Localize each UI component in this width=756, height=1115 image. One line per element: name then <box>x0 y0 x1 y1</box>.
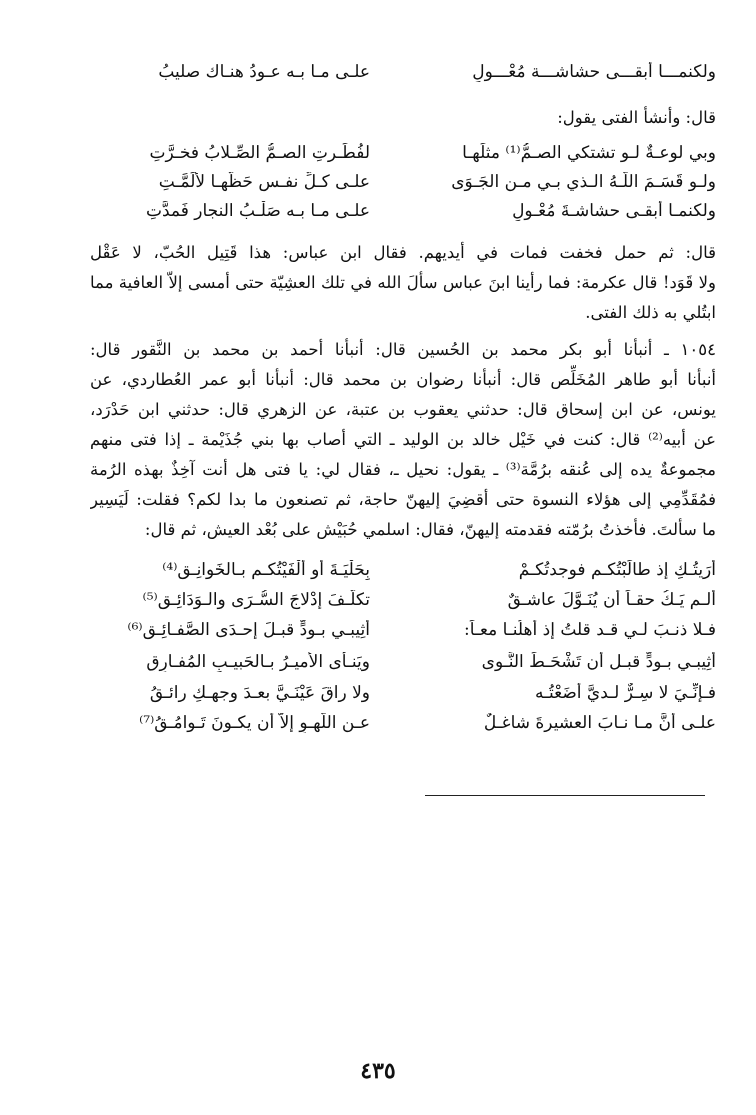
prose-line: ١٠٥٤ ـ أنبأنا أبو بكر محمد بن الحُسين قال: أنبأنا أحمد بن محمد بن النَّقور قال: <box>90 340 716 359</box>
verse-left: عـن اللَّهـوِ إلاّ أن يكـونَ تَـوامُـقُ⁽⁷⁾ <box>139 713 370 733</box>
verse-left: علـى كـلِّ نفـسٍ حَظَّهـا لألَمَّـتِ <box>158 172 370 192</box>
prose-line: قال: ثم حمل فخفت فمات في أيديهم. فقال ابن عباس: هذا قَتِيل الحُبّ، لا عَقْل <box>90 243 716 262</box>
footnote-separator <box>425 795 705 796</box>
prose-line: يونس، عن ابن إسحاق قال: حدثني يعقوب بن عتبة، عن الزهري قال: حدثني ابن حَدْرَد، <box>90 400 716 419</box>
prose-line: ما سألتَ. فأخذتُ برُمّته فقدمته إليهنّ، فقال: اسلمي حُبَيْش على بُعْد العيش، ثم قال: <box>144 520 716 539</box>
verse-left: علـى مـا بـه صَلْـبُ النجار فَمدَّتِ <box>145 201 370 221</box>
verse-left: ولا راقَ عَيْنَـيَّ بعـدَ وجهِـكِ رائـقُ <box>149 683 370 703</box>
prose-line: ولا قَوَد! قال عكرمة: فما رأينا ابنَ عباس سألَ الله في تلك العشِيّة حتى أمسى إلاّ العافية مما <box>90 273 716 292</box>
verse-right: أرَيتُـكِ إذ طالَبْتُكـم فوجدتُكـمْ <box>518 560 716 580</box>
prose-line: قال: وأنشأ الفتى يقول: <box>557 108 716 127</box>
verse-left: أثِيبـي بـودٍّ قبـلَ إحـدَى الصَّفـائِـقِ⁽⁶⁾ <box>127 620 370 640</box>
verse-right: ولـو قَسَـمَ اللَّـهُ الـذي بـي مـن الجَـوَى <box>451 172 716 192</box>
prose-line: عن أبيه⁽²⁾ قال: كنت في خَيْل خالد بن الوليد ـ التي أصاب بها بني جُذَيْمة ـ إذا فتى منهم <box>90 430 716 449</box>
prose-line: مجموعةٌ يده إلى عُنقه برُمَّة⁽³⁾ ـ يقول: نحيل ـ، فقال لي: يا فتى هل أنت آخِذٌ بهذه الرُمة <box>90 460 716 479</box>
prose-line: فمُقَدِّمِي إلى هؤلاء النسوة حتى أقضِيَ إليهنّ حاجة، ثم تصنعون ما بدا لكم؟ فقلت: لَيَسِير <box>90 490 716 509</box>
verse-top-right: ولكنمـــا أبقـــى حشاشـــة مُعْـــولِ <box>472 62 716 82</box>
prose-line: أنبأنا أبو طاهر المُخَلِّص قال: أنبأنا رضوان بن محمد قال: أنبأنا أبو عمر العُطاردي، عن <box>90 370 716 389</box>
verse-left: ويَنـأى الأميـرُ بـالحَبيـبِ المُفـارِقِ <box>146 652 370 672</box>
verse-left: لفُطِّـرتِ الصـمُّ الصِّـلابُ فخـرَّتِ <box>149 143 370 163</box>
verse-right: وبي لوعـةٌ لـو تشتكي الصـمُّ⁽¹⁾ مثلَهـا <box>462 143 716 163</box>
verse-right: فـإنِّـيَ لا سِـرٌّ لـديَّ أضَعْتُـه <box>534 683 716 703</box>
verse-left: تكلَّـفَ إدْلاجَ السُّـرَى والـوَدَائِـقِ⁽⁵⁾ <box>142 590 370 610</box>
verse-right: ولكنمـا أبقـى حشاشـةَ مُعْـولٍ <box>512 201 716 221</box>
verse-right: ألـم يَـكُ حقـاً أن يُنَـوَّلَ عاشـقٌ <box>507 590 716 610</box>
prose-line: ابتُلي به ذلك الفتى. <box>585 303 716 322</box>
verse-right: أثِيبـي بـودٍّ قبـل أن تَشْحَـطَ النَّـوى <box>481 652 716 672</box>
verse-top-left: علـى مـا بـه عـودُ هنـاك صليبُ <box>158 62 370 82</box>
verse-right: فـلا ذنـبَ لـي قـد قلتُ إذ أهلُنـا معـاً: <box>464 620 716 640</box>
verse-left: بِحَلْيَـةَ أو أَلْفَيْتُكـم بـالخَوانِـقِ⁽⁴⁾ <box>162 560 370 580</box>
page-number: ٤٣٥ <box>360 1058 396 1084</box>
verse-right: علـى أنَّ مـا نـابَ العشيرةَ شاغـلٌ <box>483 713 716 733</box>
